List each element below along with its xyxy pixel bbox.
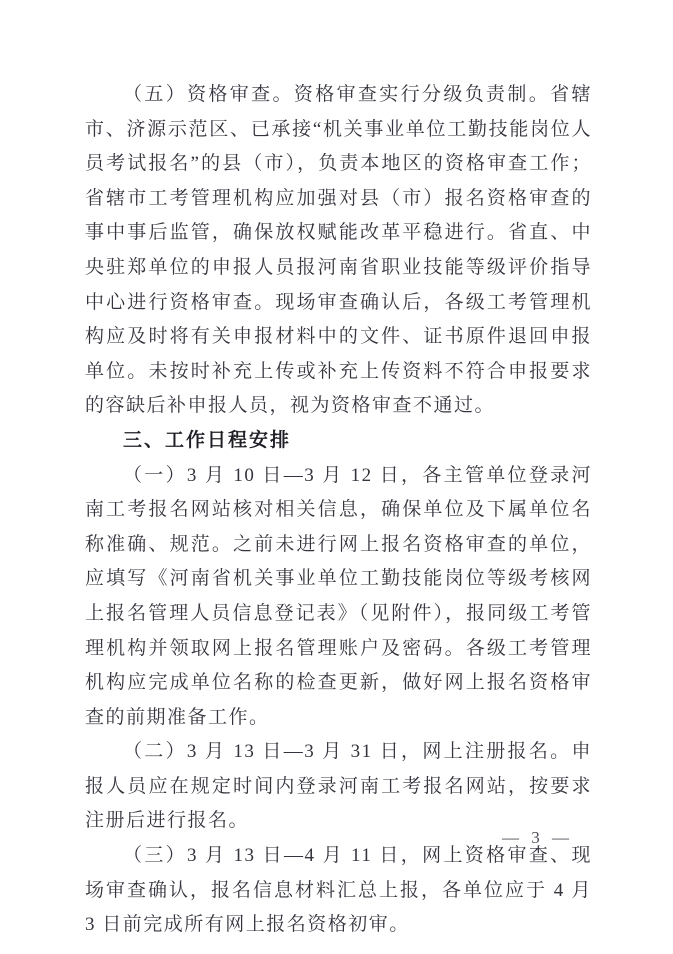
document-body	[85, 78, 592, 943]
section-heading-work-schedule: 三、工作日程安排	[123, 429, 292, 451]
body-paragraph-schedule-item-2: （二）3 月 13 日—3 月 31 日，网上注册报名。申报人员应在规定时间内登录河南工考报名网站，按要求注册后进行报名。	[85, 741, 592, 832]
body-paragraph-qualification-review: （五）资格审查。资格审查实行分级负责制。省辖市、济源示范区、已承接“机关事业单位工勤技能岗位人员考试报名”的县（市），负责本地区的资格审查工作；省辖市工考管理机构应加强对县（市）报名资格审查的事中事后监管，确保放权赋能改革平稳进行。省直、中央驻郑单位的申报人员报河南省职业技能等级评价指导中心进行资格审查。现场审查确认后，各级工考管理机构应及时将有关申报材料中的文件、证书原件退回申报单位。未按时补充上传或补充上传资料不符合申报要求的容缺后补申报人员，视为资格审查不通过。	[85, 84, 592, 417]
body-paragraph-schedule-item-3: （三）3 月 13 日—4 月 11 日，网上资格审查、现场审查确认，报名信息材料汇总上报，各单位应于 4 月 3 日前完成所有网上报名资格初审。	[85, 845, 592, 936]
page-number: — 3 —	[502, 828, 573, 847]
body-paragraph-schedule-item-1: （一）3 月 10 日—3 月 12 日，各主管单位登录河南工考报名网站核对相关信息，确保单位及下属单位名称准确、规范。之前未进行网上报名资格审查的单位，应填写《河南省机关事业单位工勤技能岗位等级考核网上报名管理人员信息登记表》（见附件），报同级工考管理机构并领取网上报名管理账户及密码。各级工考管理机构应完成单位名称的检查更新，做好网上报名资格审查的前期准备工作。	[85, 464, 592, 728]
